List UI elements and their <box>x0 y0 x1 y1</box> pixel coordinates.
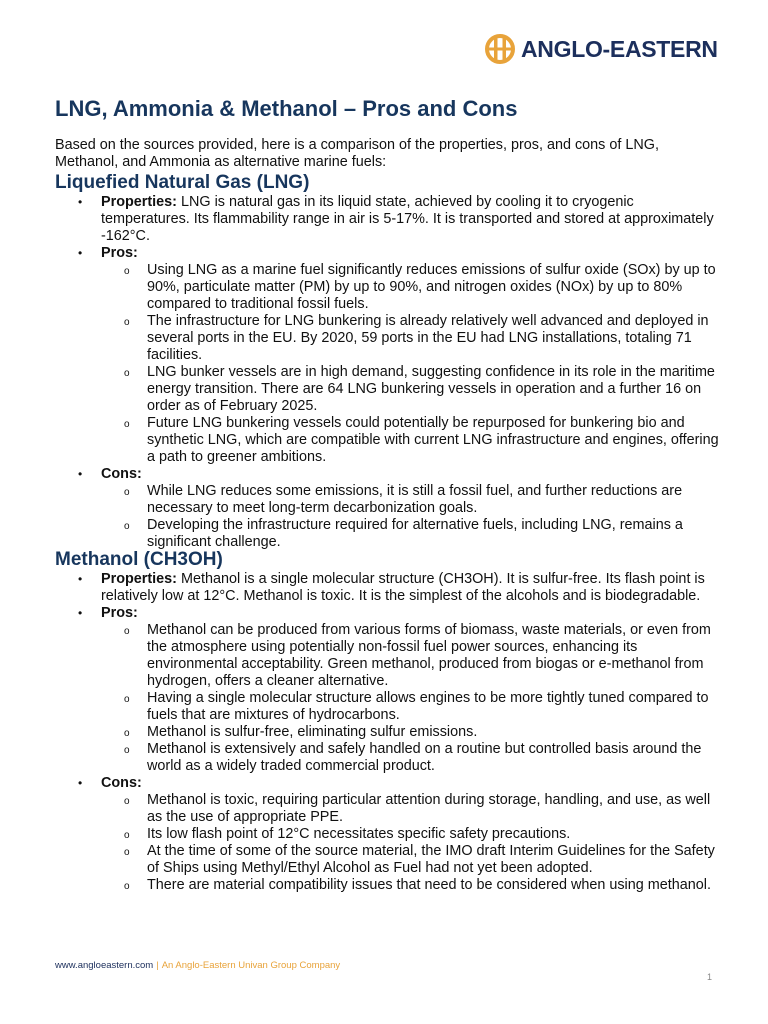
lng-cons-list <box>101 483 725 551</box>
list-item: o Methanol is sulfur-free, eliminating sulfur emissions. <box>147 724 725 741</box>
cons-label: Cons: <box>101 466 142 482</box>
list-item: o At the time of some of the source material, the IMO draft Interim Guidelines for the Safety of Ships using Methyl/Ethyl Alcohol as Fuel had not yet been adopted. <box>147 843 725 877</box>
methanol-cons-list <box>101 792 725 894</box>
methanol-list <box>55 571 725 894</box>
pros-label: Pros: <box>101 245 138 261</box>
anglo-eastern-logo-icon <box>484 33 516 65</box>
page-footer <box>55 960 340 971</box>
lng-section <box>55 172 725 551</box>
list-item: o The infrastructure for LNG bunkering is already relatively well advanced and deployed in several ports in the EU. By 2020, 59 ports in the EU had LNG installations, totaling 71 facilities. <box>147 313 725 364</box>
methanol-cons <box>101 775 725 894</box>
list-item: o Having a single molecular structure allows engines to be more tightly tuned compared to fuels that are mixtures of hydrocarbons. <box>147 690 725 724</box>
properties-label: Properties: <box>101 194 177 210</box>
properties-label: Properties: <box>101 571 177 587</box>
lng-pros-list <box>101 262 725 466</box>
list-item: o Using LNG as a marine fuel significantly reduces emissions of sulfur oxide (SOx) by up to 90%, particulate matter (PM) by up to 90%, and nitrogen oxides (NOx) by up to 80% compared to traditional fossil fuels. <box>147 262 725 313</box>
footer-website-link[interactable]: www.angloeastern.com <box>55 960 154 971</box>
intro-paragraph: Based on the sources provided, here is a comparison of the properties, pros, and cons of LNG, Methanol, and Ammonia as alternative marine fuels: <box>55 137 659 170</box>
footer-tagline: An Anglo-Eastern Univan Group Company <box>161 960 341 971</box>
list-item: o There are material compatibility issues that need to be considered when using methanol. <box>147 877 725 894</box>
lng-cons <box>101 466 725 551</box>
list-item: o Developing the infrastructure required for alternative fuels, including LNG, remains a significant challenge. <box>147 517 725 551</box>
cons-label: Cons: <box>101 775 142 791</box>
methanol-pros <box>101 605 725 775</box>
list-item: o Its low flash point of 12°C necessitates specific safety precautions. <box>147 826 725 843</box>
methanol-pros-list <box>101 622 725 775</box>
brand-logo <box>484 33 718 65</box>
methanol-heading: Methanol (CH3OH) <box>55 549 223 570</box>
list-item: o Future LNG bunkering vessels could potentially be repurposed for bunkering bio and synthetic LNG, which are compatible with current LNG infrastructure and engines, offering a path to greener ambitions. <box>147 415 725 466</box>
list-item: o Methanol is extensively and safely handled on a routine but controlled basis around the world as a widely traded commercial product. <box>147 741 725 775</box>
footer-separator: | <box>156 960 159 971</box>
page-number: 1 <box>707 972 713 982</box>
lng-list <box>55 194 725 551</box>
methanol-properties <box>101 571 725 605</box>
list-item: o While LNG reduces some emissions, it is still a fossil fuel, and further reductions are necessary to meet long-term decarbonization goals. <box>147 483 725 517</box>
properties-text: Methanol is a single molecular structure (CH3OH). It is sulfur-free. Its flash point is relatively low at 12°C. Methanol is toxic. It is the simplest of the alcohols and is biodegradable. <box>101 571 705 604</box>
lng-pros <box>101 245 725 466</box>
list-item: o Methanol is toxic, requiring particular attention during storage, handling, and use, as well as the use of appropriate PPE. <box>147 792 725 826</box>
methanol-section <box>55 549 725 894</box>
lng-heading: Liquefied Natural Gas (LNG) <box>55 172 310 193</box>
properties-text: LNG is natural gas in its liquid state, achieved by cooling it to cryogenic temperatures. Its flammability range in air is 5-17%. It is transported and stored at approximately -162°C. <box>101 194 714 244</box>
brand-name: ANGLO-EASTERN <box>521 35 718 62</box>
list-item: o Methanol can be produced from various forms of biomass, waste materials, or even from the atmosphere using potentially non-fossil fuel power sources, enhancing its environmental acceptability. Green methanol, produced from biogas or e-methanol from hydrogen, offers a cleaner alternative. <box>147 622 725 690</box>
list-item: o LNG bunker vessels are in high demand, suggesting confidence in its role in the maritime energy transition. There are 64 LNG bunkering vessels in operation and a further 16 on order as of February 2025. <box>147 364 725 415</box>
lng-properties <box>101 194 725 245</box>
page-title: LNG, Ammonia & Methanol – Pros and Cons <box>55 96 518 121</box>
pros-label: Pros: <box>101 605 138 621</box>
